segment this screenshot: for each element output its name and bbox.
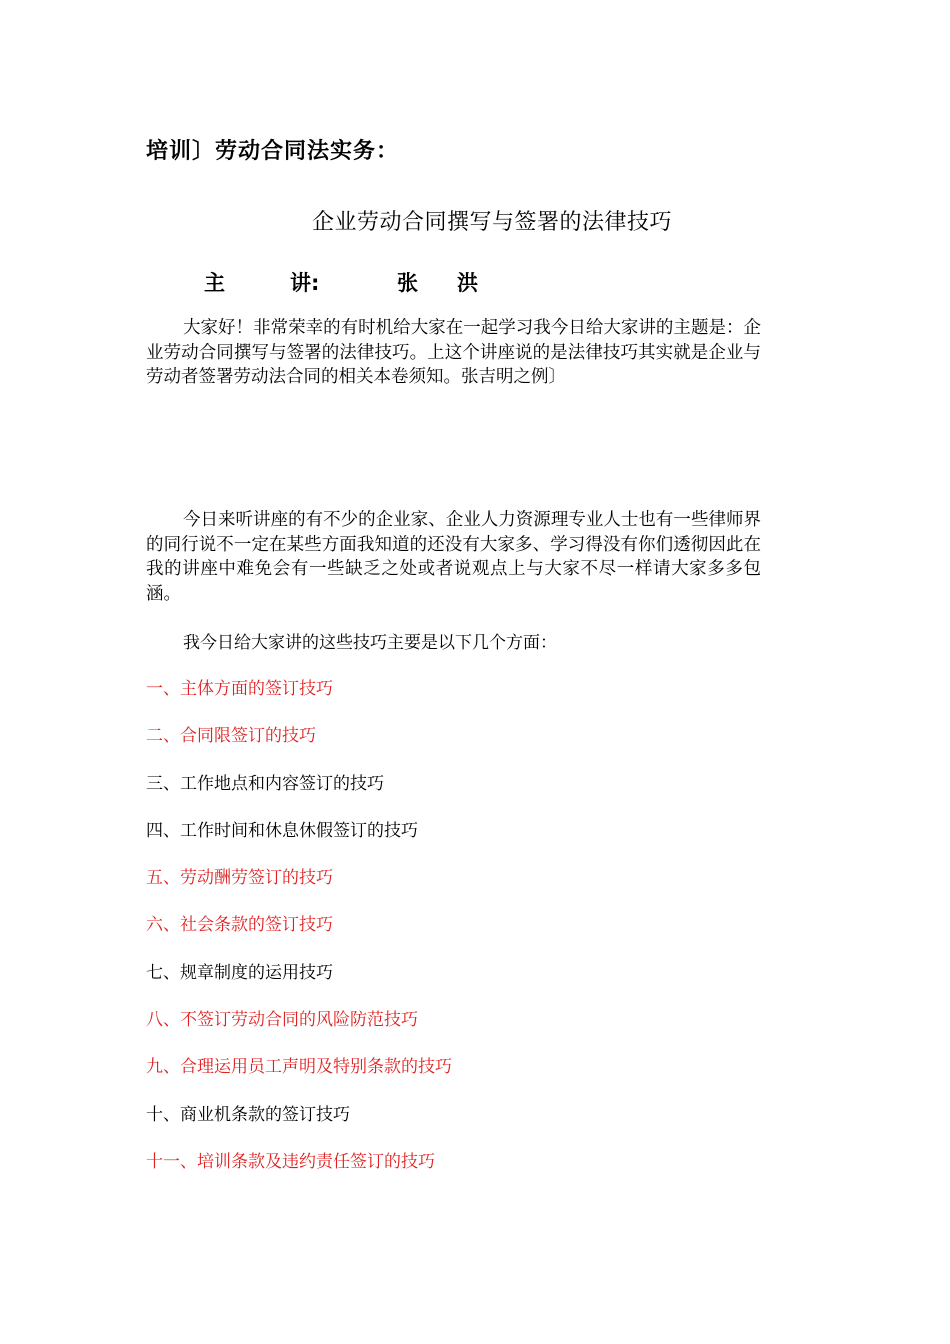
list-item: 一、主体方面的签订技巧 [146, 679, 333, 699]
list-item: 八、不签订劳动合同的风险防范技巧 [146, 1010, 418, 1031]
speaker-name-char2: 洪 [457, 271, 478, 295]
topics-list [146, 676, 452, 1196]
list-item: 二、合同限签订的技巧 [146, 726, 316, 747]
list-item: 七、规章制度的运用技巧 [146, 962, 333, 983]
greeting-paragraph: 大家好！非常荣幸的有时机给大家在一起学习我今日给大家讲的主题是：企业劳动合同撰写与签署的法律技巧。上这个讲座说的是法律技巧其实就是企业与劳动者签署劳动法合同的相关本卷须知。张吉明之例〕 [146, 318, 761, 387]
list-item: 三、工作地点和内容签订的技巧 [146, 773, 384, 794]
speaker-label-char1: 主 [204, 271, 225, 295]
document-subtitle: 企业劳动合同撰写与签署的法律技巧 [312, 210, 673, 235]
document-heading: 培训〕劳动合同法实务： [146, 139, 400, 164]
list-item: 五、劳动酬劳签订的技巧 [146, 868, 333, 889]
topics-intro: 我今日给大家讲的这些技巧主要是以下几个方面： [183, 633, 557, 653]
list-item: 九、合理运用员工声明及特别条款的技巧 [146, 1057, 452, 1078]
speaker-name-char1: 张 [397, 271, 418, 295]
audience-paragraph: 今日来听讲座的有不少的企业家、企业人力资源理专业人士也有一些律师界的同行说不一定在某些方面我知道的还没有大家多、学习得没有你们透彻因此在我的讲座中难免会有一些缺乏之处或者说观点上与大家不尽一样请大家多多包涵。 [146, 510, 761, 604]
list-item: 十、商业机条款的签订技巧 [146, 1104, 350, 1125]
list-item: 四、工作时间和休息休假签订的技巧 [146, 820, 418, 841]
list-item: 十一、培训条款及违约责任签订的技巧 [146, 1151, 435, 1172]
speaker-label-char2: 讲: [290, 271, 320, 295]
list-item: 六、社会条款的签订技巧 [146, 915, 333, 936]
